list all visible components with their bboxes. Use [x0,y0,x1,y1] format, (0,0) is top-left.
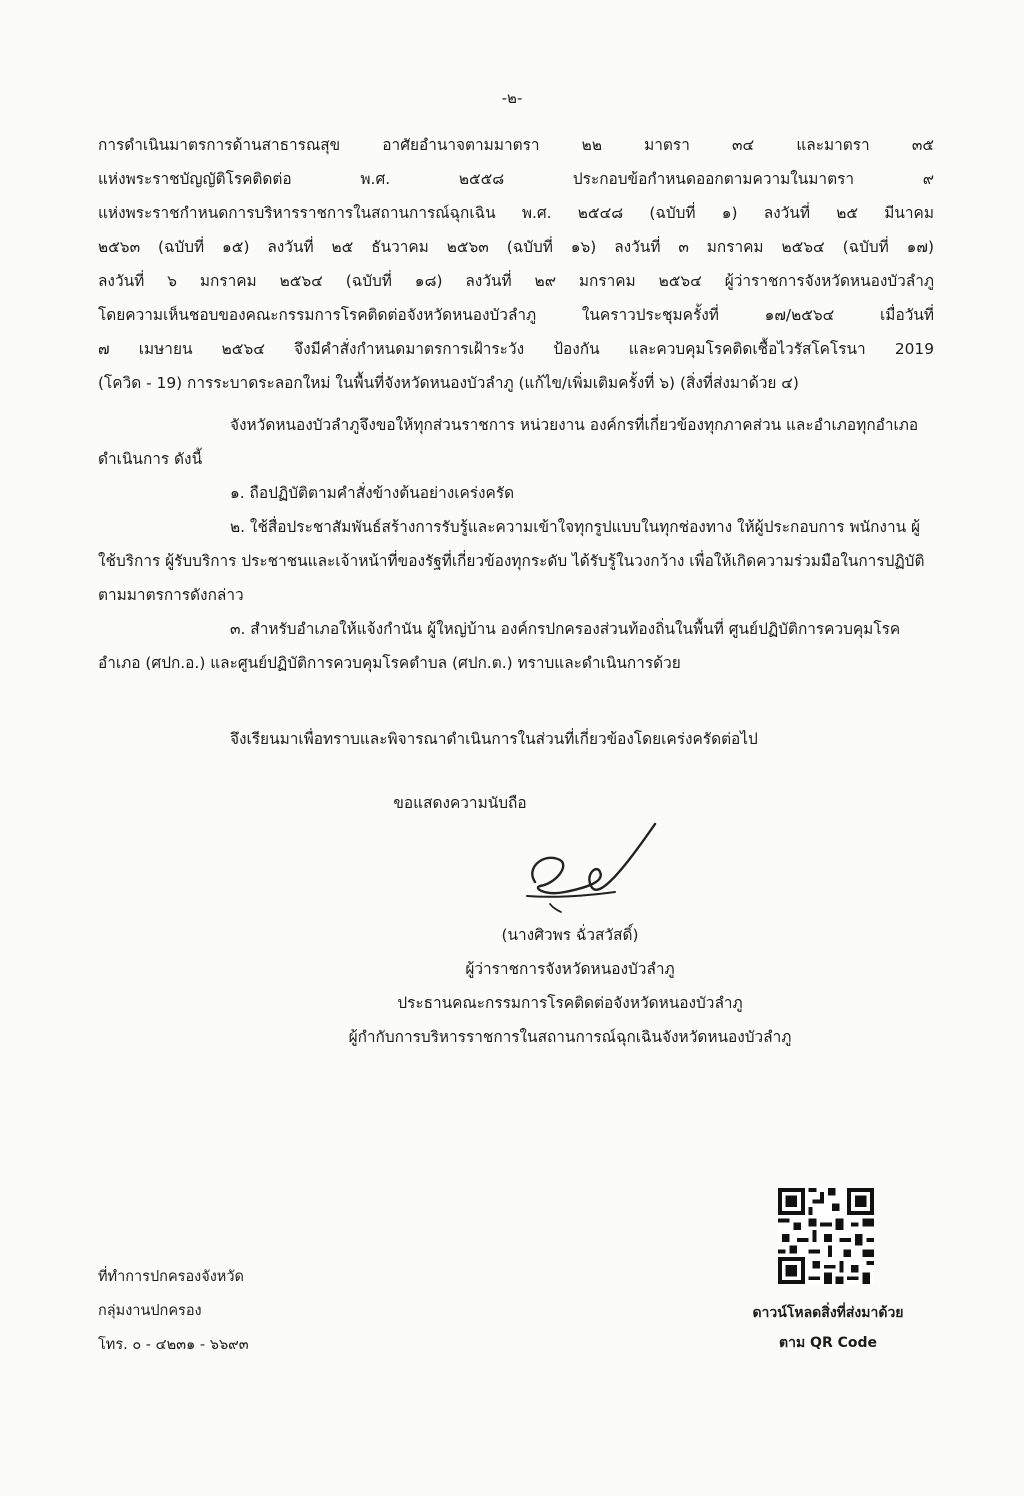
signature-icon [505,812,665,922]
paragraph-legal-basis [98,128,934,400]
paragraph1-line: แห่งพระราชบัญญัติโรคติดต่อ พ.ศ. ๒๕๕๘ ประกอบข้อกำหนดออกตามความในมาตรา ๙ [98,170,934,188]
page-number: -๒- [501,89,523,107]
office-name: ที่ทำการปกครองจังหวัด [98,1269,244,1285]
list-item: ๓. สำหรับอำเภอให้แจ้งกำนัน ผู้ใหญ่บ้าน องค์กรปกครองส่วนท้องถิ่นในพื้นที่ ศูนย์ปฏิบัติการควบคุมโรคอำเภอ (ศปก.อ.) และศูนย์ปฏิบัติการควบคุมโรคตำบล (ศปก.ต.) ทราบและดำเนินการด้วย [98,620,901,672]
paragraph1-line: ๗ เมษายน ๒๕๖๔ จึงมีคำสั่งกำหนดมาตรการเฝ้าระวัง ป้องกัน และควบคุมโรคติดเชื้อไวรัสโคโรนา 2019 [98,340,934,358]
qr-code-icon [778,1188,874,1284]
paragraph1-line: ๒๕๖๓ (ฉบับที่ ๑๕) ลงวันที่ ๒๕ ธันวาคม ๒๕๖๓ (ฉบับที่ ๑๖) ลงวันที่ ๓ มกราคม ๒๕๖๔ (ฉบับที่ ๑๗) [98,238,934,256]
signer-position: ผู้ว่าราชการจังหวัดหนองบัวลำภู [465,960,675,978]
paragraph1-line: การดำเนินมาตรการด้านสาธารณสุข อาศัยอำนาจตามมาตรา ๒๒ มาตรา ๓๔ และมาตรา ๓๕ [98,136,934,154]
office-phone: โทร. ๐ - ๔๒๓๑ - ๖๖๙๓ [98,1337,249,1353]
signer-position: ผู้กำกับการบริหารราชการในสถานการณ์ฉุกเฉินจังหวัดหนองบัวลำภู [348,1028,792,1046]
paragraph-request [98,408,934,476]
qr-caption: ตาม QR Code [778,1335,878,1351]
qr-caption: ดาวน์โหลดสิ่งที่ส่งมาด้วย [752,1305,904,1321]
paragraph2-text: จังหวัดหนองบัวลำภูจึงขอให้ทุกส่วนราชการ หน่วยงาน องค์กรที่เกี่ยวข้องทุกภาคส่วน และอำเภอทุกอำเภอ ดำเนินการ ดังนี้ [98,416,919,468]
paragraph1-line: โดยความเห็นชอบของคณะกรรมการโรคติดต่อจังหวัดหนองบัวลำภู ในคราวประชุมครั้งที่ ๑๗/๒๕๖๔ เมื่อวันที่ [98,306,934,324]
office-group: กลุ่มงานปกครอง [98,1303,202,1319]
paragraph1-line: ลงวันที่ ๖ มกราคม ๒๕๖๔ (ฉบับที่ ๑๘) ลงวันที่ ๒๙ มกราคม ๒๕๖๔ ผู้ว่าราชการจังหวัดหนองบัวลำภู [98,272,934,290]
action-list [98,476,934,680]
signer-name: (นางศิวพร ฉั่วสวัสดิ์) [501,926,639,944]
list-item: ๒. ใช้สื่อประชาสัมพันธ์สร้างการรับรู้และความเข้าใจทุกรูปแบบในทุกช่องทาง ให้ผู้ประกอบการ พนักงาน ผู้ใช้บริการ ผู้รับบริการ ประชาชนและเจ้าหน้าที่ของรัฐที่เกี่ยวข้องทุกระดับ ได้รับรู้ในวงกว้าง เพื่อให้เกิดความร่วมมือในการปฏิบัติตามมาตรการดังกล่าว [98,518,925,604]
signer-position: ประธานคณะกรรมการโรคติดต่อจังหวัดหนองบัวลำภู [397,994,743,1012]
paragraph1-line: (โควิด - 19) การระบาดระลอกใหม่ ในพื้นที่จังหวัดหนองบัวลำภู (แก้ไข/เพิ่มเติมครั้งที่ ๖) (สิ่งที่ส่งมาด้วย ๔) [98,374,799,392]
list-item: ๑. ถือปฏิบัติตามคำสั่งข้างต้นอย่างเคร่งครัด [230,484,515,502]
paragraph1-line: แห่งพระราชกำหนดการบริหารราชการในสถานการณ์ฉุกเฉิน พ.ศ. ๒๕๔๘ (ฉบับที่ ๑) ลงวันที่ ๒๕ มีนาคม [98,204,934,222]
closing-sentence: จึงเรียนมาเพื่อทราบและพิจารณาดำเนินการในส่วนที่เกี่ยวข้องโดยเคร่งครัดต่อไป [230,730,758,748]
regards-text: ขอแสดงความนับถือ [393,794,527,812]
